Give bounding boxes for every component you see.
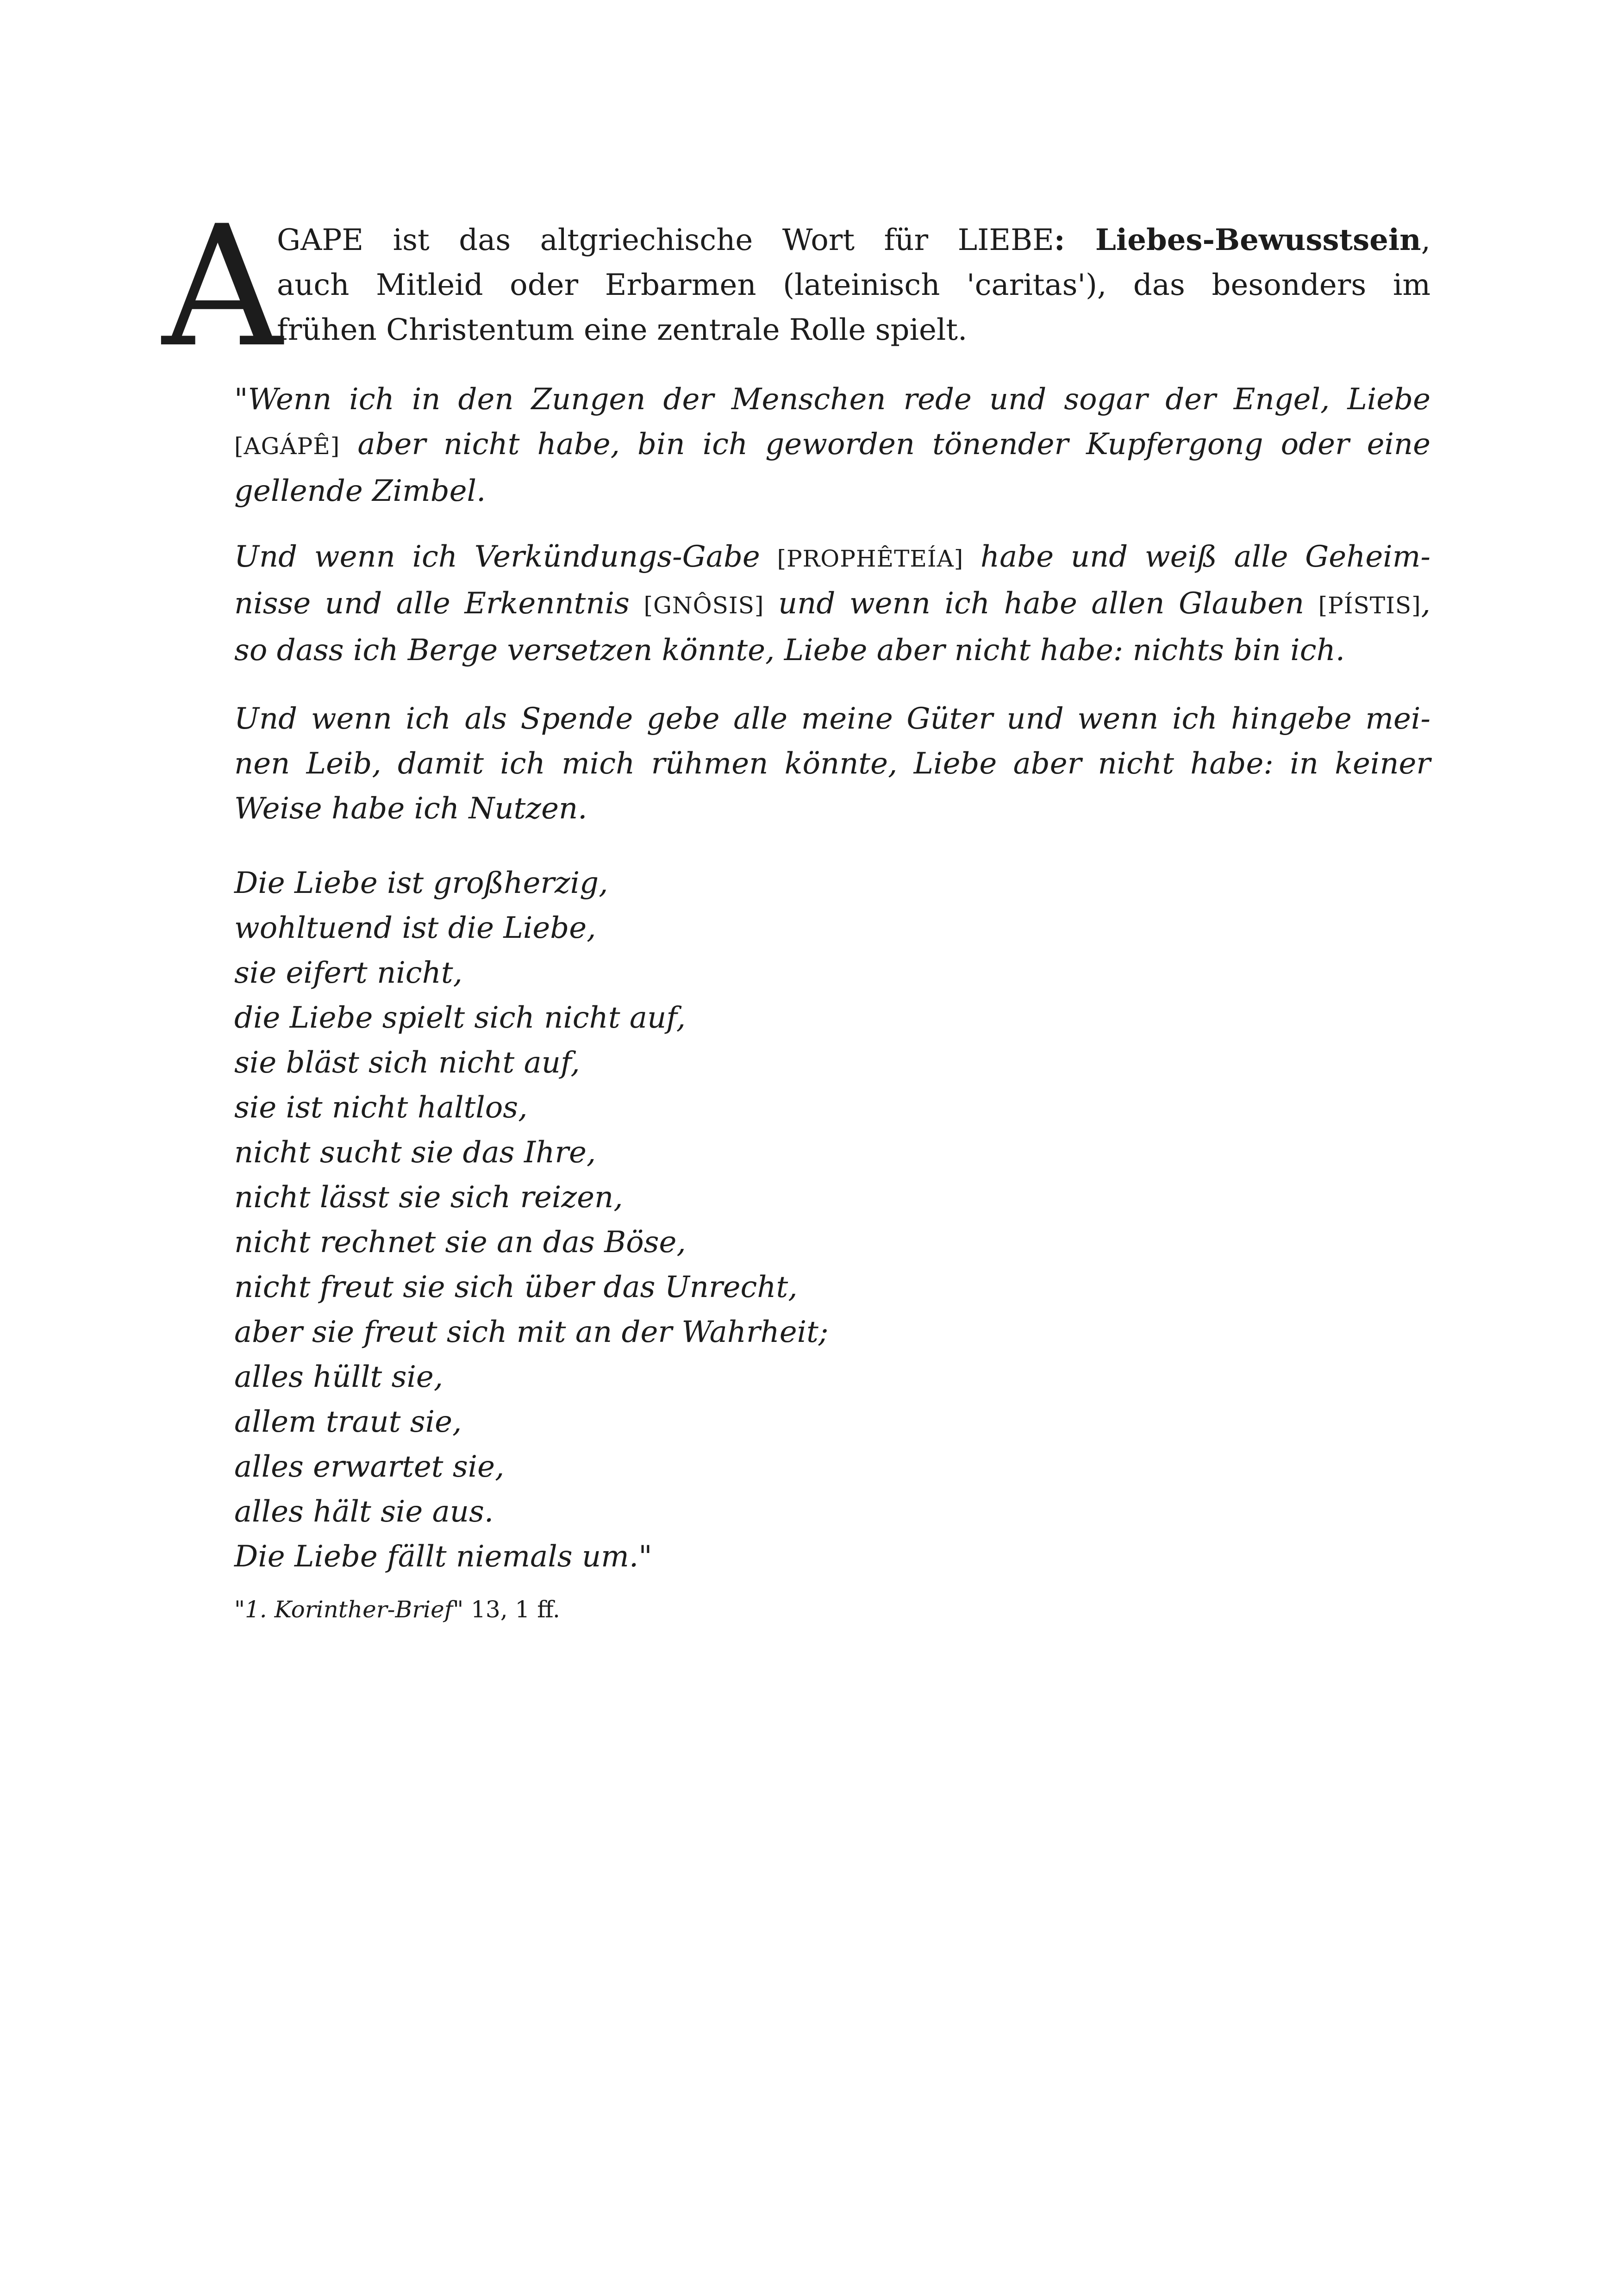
drop-cap: A (162, 190, 282, 384)
quote-p3-line-2: nen Leib, damit ich mich rühmen könnte, Liebe aber nicht habe: in keiner (234, 747, 1430, 781)
citation-reference: 13, 1 ff. (463, 1596, 560, 1623)
greek-term-pistis: [PÍSTIS] (1318, 592, 1421, 619)
quote-p1-line-1: "Wenn ich in den Zungen der Menschen rede und sogar der Engel, Liebe (234, 382, 1430, 417)
citation (234, 1593, 560, 1626)
citation-source: "1. Korinther-Brief" (234, 1596, 464, 1623)
quote-p3-line-3: Weise habe ich Nutzen. (234, 792, 587, 826)
poem-line: Die Liebe fällt niemals um." (234, 1540, 652, 1574)
intro-line-1-text: GAPE ist das altgriechische Wort für LIEBE (277, 223, 1054, 257)
poem-line: nicht freut sie sich über das Unrecht, (234, 1270, 798, 1304)
intro-line-2: auch Mitleid oder Erbarmen (lateinisch 'caritas'), das besonders im (277, 268, 1430, 302)
poem-line: wohltuend ist die Liebe, (234, 911, 596, 945)
poem-line: nicht rechnet sie an das Böse, (234, 1225, 686, 1260)
quote-p2-line-2-mid: und wenn ich habe allen Glauben (764, 586, 1318, 621)
intro-text (277, 218, 1430, 353)
intro-line-3: frühen Christentum eine zentrale Rolle spielt. (277, 313, 968, 347)
quote-p2-line-1 (234, 535, 1430, 581)
quote-p1-line-2-text: aber nicht habe, bin ich geworden tönender Kupfergong oder eine (340, 427, 1430, 461)
quote-p1-line-2 (234, 422, 1430, 469)
poem-line: alles hüllt sie, (234, 1360, 443, 1394)
poem-line: nicht lässt sie sich reizen, (234, 1180, 623, 1215)
poem-line: die Liebe spielt sich nicht auf, (234, 1001, 686, 1035)
quote-p2-line-3: so dass ich Berge versetzen könnte, Liebe aber nicht habe: nichts bin ich. (234, 633, 1345, 667)
intro-paragraph (162, 190, 1431, 384)
intro-bold-term: : Liebes-Bewusstsein (1054, 223, 1421, 257)
quote-paragraph-1 (234, 377, 1430, 514)
poem-line: sie bläst sich nicht auf, (234, 1046, 580, 1080)
quote-p2-line-1-text: Und wenn ich Verkündungs-Gabe (234, 540, 777, 574)
quote-p1-line-3: gellende Zimbel. (234, 474, 486, 508)
poem-block (234, 861, 828, 1579)
quote-p2-line-2 (234, 581, 1430, 628)
poem-line: sie ist nicht haltlos, (234, 1091, 528, 1125)
quote-paragraph-3 (234, 697, 1430, 831)
poem-line: Die Liebe ist großherzig, (234, 866, 608, 900)
greek-term-gnosis: [GNÔSIS] (643, 592, 764, 619)
quote-p2-line-2-text: nisse und alle Erkenntnis (234, 586, 644, 621)
intro-line-1-end: , (1421, 223, 1431, 257)
poem-line: allem traut sie, (234, 1405, 462, 1439)
quote-p2-line-1-end: habe und weiß alle Geheim- (963, 540, 1431, 574)
poem-line: nicht sucht sie das Ihre, (234, 1135, 596, 1170)
quote-p3-line-1: Und wenn ich als Spende gebe alle meine Güter und wenn ich hingebe mei- (234, 702, 1430, 736)
poem-line: alles erwartet sie, (234, 1450, 505, 1484)
greek-term-agape: [AGÁPÊ] (234, 433, 340, 460)
quote-p2-line-2-end: , (1421, 586, 1431, 621)
poem-line: sie eifert nicht, (234, 956, 462, 990)
poem-line: aber sie freut sich mit an der Wahrheit; (234, 1315, 829, 1349)
quote-paragraph-2 (234, 535, 1430, 673)
poem-line: alles hält sie aus. (234, 1495, 494, 1529)
greek-term-propheteia: [PROPHÊTEÍA] (777, 545, 964, 572)
intro-line-1 (277, 218, 1430, 263)
